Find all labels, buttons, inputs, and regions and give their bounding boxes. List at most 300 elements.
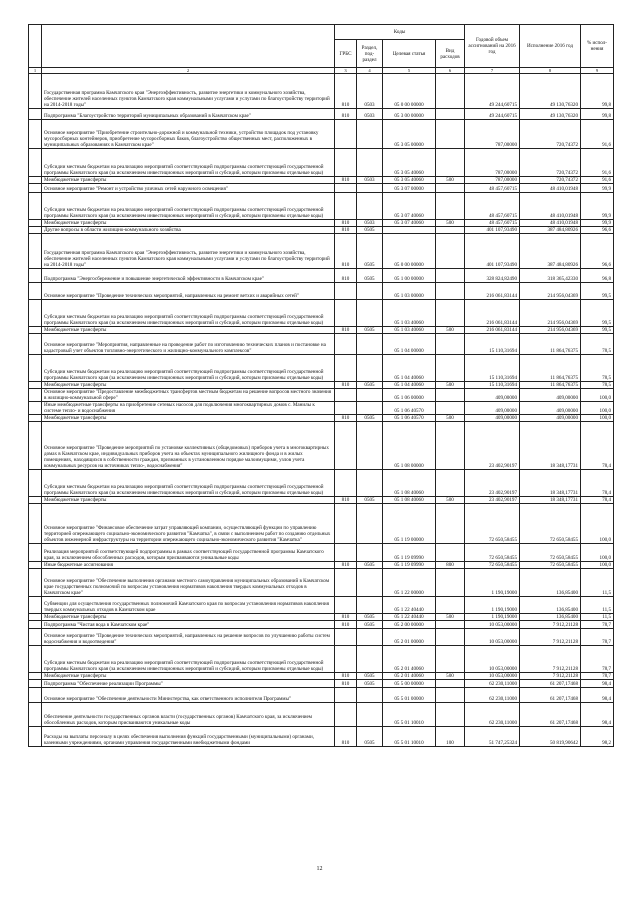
cell-executed: 72 650,58455 [520,562,581,569]
cell-percent: 99,5 [581,327,614,334]
table-row [29,422,614,470]
row-blank-cell [29,220,42,227]
row-blank-cell [29,614,42,621]
cell-name: Основное мероприятие "Проведение мероприятий по установке коллективных (общедомовых) приборов учета в многоквартирных домах в Камчатском крае, индивидуальных приборов учета на объектах муниципального жилищного фонда и в жилых помещениях, находящихся в собственности граждан, признанных в установленном порядке малоимущими, узлов учета коммунальных ресурсов на источниках тепло-, водоснабжения" [42,422,335,470]
cell-type: 500 [436,177,465,184]
row-blank-cell [29,120,42,149]
cell-target: 05 1 04 00000 [383,334,436,355]
row-blank-cell [29,504,42,544]
cell-percent: 11,5 [581,597,614,614]
table-row [29,497,614,504]
header-target: Целевая статья [383,40,436,68]
cell-name: Межбюджетные трансферты [42,673,335,680]
cell-percent: 96,6 [581,227,614,234]
cell-type: 500 [436,220,465,227]
cell-planned: 328 824,82490 [465,269,520,283]
cell-name: Иные бюджетные ассигнования [42,562,335,569]
cell-planned: 72 650,58455 [465,504,520,544]
cell-section [357,389,383,402]
table-row [29,688,614,703]
table-row [29,300,614,327]
cell-target: 05 1 19 09990 [383,544,436,562]
table-row [29,621,614,629]
cell-type [436,680,465,688]
header-blank-2 [42,25,335,68]
row-blank-cell [29,269,42,283]
budget-table [28,24,614,747]
row-blank-cell [29,727,42,747]
cell-section [357,646,383,673]
cell-section [357,334,383,355]
cell-grbs: 810 [335,109,357,120]
cell-section: 0505 [357,673,383,680]
cell-executed: 409,00000 [520,389,581,402]
cell-grbs [335,569,357,597]
cell-type: 500 [436,327,465,334]
cell-target: 05 1 03 40060 [383,327,436,334]
cell-section: 0505 [357,415,383,422]
cell-target: 05 1 19 09990 [383,562,436,569]
cell-target: 05 3 05 40060 [383,177,436,184]
cell-grbs: 810 [335,74,357,109]
row-blank-cell [29,415,42,422]
cell-section [357,597,383,614]
cell-type [436,621,465,629]
row-blank-cell [29,680,42,688]
row-blank-cell [29,597,42,614]
col-number: 6 [436,68,465,74]
table-row [29,184,614,193]
cell-name: Субсидии местным бюджетам на реализацию мероприятий соответствующей подпрограммы соответствующей государственной программы Камчатского края (за исключением инвестиционных мероприятий и субсидий, которым присвоены отдельные коды) [42,355,335,382]
table-row [29,227,614,234]
col-number: 2 [42,68,335,74]
cell-section [357,283,383,300]
cell-planned: 10 053,00000 [465,621,520,629]
cell-grbs [335,646,357,673]
cell-section: 0503 [357,220,383,227]
cell-planned: 401 107,93490 [465,234,520,269]
cell-executed: 136,85400 [520,597,581,614]
row-blank-cell [29,382,42,389]
cell-name: Межбюджетные трансферты [42,497,335,504]
cell-name: Основное мероприятие "Приобретение строительно-дорожной и коммунальной техники, устройство площадок под установку мусоросборных контейнеров, приобретение мусоросборных баков, благоустройство общественных мест, расположенных в муниципальных образованиях в Камчатском крае" [42,120,335,149]
cell-grbs: 810 [335,562,357,569]
table-row [29,703,614,727]
cell-type: 500 [436,415,465,422]
cell-section [357,355,383,382]
cell-section: 0503 [357,109,383,120]
cell-target: 05 2 01 40060 [383,673,436,680]
cell-executed: 61 207,17468 [520,680,581,688]
table-row [29,569,614,597]
cell-planned: 10 053,00000 [465,673,520,680]
cell-type: 100 [436,727,465,747]
row-blank-cell [29,621,42,629]
cell-grbs: 810 [335,497,357,504]
cell-planned: 787,00000 [465,177,520,184]
cell-target [383,227,436,234]
document-page [28,24,613,747]
cell-percent: 99,8 [581,109,614,120]
cell-grbs [335,334,357,355]
cell-grbs [335,703,357,727]
header-codes: Коды [335,25,465,40]
cell-percent: 99,5 [581,283,614,300]
cell-percent: 78,4 [581,422,614,470]
cell-percent: 78,4 [581,497,614,504]
table-row [29,109,614,120]
cell-percent: 91,6 [581,120,614,149]
cell-percent: 98,4 [581,680,614,688]
cell-target: 05 1 19 00000 [383,504,436,544]
cell-target: 05 3 00 00000 [383,109,436,120]
cell-name: Иные межбюджетные трансферты на приобретение сетевых насосов для подключения многоквартирных домов с. Манилы к системе тепло- и водоснабжения [42,402,335,415]
cell-planned: 49 244,60715 [465,74,520,109]
row-blank-cell [29,355,42,382]
cell-planned: 409,00000 [465,402,520,415]
cell-type [436,109,465,120]
table-row [29,727,614,747]
table-row [29,415,614,422]
cell-section: 0505 [357,614,383,621]
cell-planned: 62 230,11000 [465,688,520,703]
cell-percent: 98,4 [581,703,614,727]
cell-executed: 214 956,04369 [520,283,581,300]
cell-grbs [335,504,357,544]
cell-name: Подпрограмма "Обеспечение реализации Программы" [42,680,335,688]
cell-type [436,504,465,544]
cell-name: Реализация мероприятий соответствующей подпрограммы в рамках соответствующей государственной программы Камчатского края, за исключением обособленных расходов, которым присваиваются уникальные коды [42,544,335,562]
cell-executed: 7 912,21128 [520,621,581,629]
table-row [29,544,614,562]
cell-percent: 96,8 [581,269,614,283]
cell-target: 05 1 08 00000 [383,422,436,470]
cell-planned: 15 110,31694 [465,382,520,389]
row-blank-cell [29,497,42,504]
table-row [29,646,614,673]
table-row [29,504,614,544]
cell-target: 05 1 04 40060 [383,382,436,389]
cell-executed: 49 130,76320 [520,109,581,120]
table-row [29,402,614,415]
cell-percent: 99,9 [581,193,614,220]
cell-type: 800 [436,562,465,569]
cell-planned: 216 061,83144 [465,283,520,300]
cell-grbs [335,688,357,703]
cell-type [436,597,465,614]
table-row [29,269,614,283]
cell-type [436,569,465,597]
row-blank-cell [29,334,42,355]
cell-target: 05 1 03 00000 [383,283,436,300]
cell-type [436,703,465,727]
cell-percent: 99,8 [581,74,614,109]
cell-section [357,569,383,597]
cell-name: Межбюджетные трансферты [42,220,335,227]
header-executed: Исполнение 2016 год [520,25,581,68]
table-row [29,74,614,109]
cell-percent: 98,4 [581,688,614,703]
cell-type [436,470,465,497]
cell-name: Подпрограмма "Энергосбережение и повышение энергетической эффективности в Камчатском крае" [42,269,335,283]
row-blank-cell [29,300,42,327]
cell-planned: 787,00000 [465,149,520,177]
cell-target: 05 1 08 40060 [383,497,436,504]
cell-name: Государственная программа Камчатского края "Энергоэффективность, развитие энергетики и коммунального хозяйства, обеспечение жителей населенных пунктов Камчатского края коммунальными услугами и услугами по благоустройству территорий на 2014-2018 годы" [42,74,335,109]
cell-executed: 48 410,01948 [520,220,581,227]
cell-percent: 78,7 [581,646,614,673]
cell-target: 05 1 00 00000 [383,269,436,283]
cell-executed: 136,85400 [520,614,581,621]
cell-type [436,629,465,646]
cell-executed: 720,74372 [520,120,581,149]
row-blank-cell [29,688,42,703]
cell-name: Основное мероприятие "Проведение технических мероприятий, направленных на ремонт ветхих и аварийных сетей" [42,283,335,300]
cell-type [436,120,465,149]
cell-planned: 23 402,90197 [465,422,520,470]
row-blank-cell [29,193,42,220]
col-number: 3 [335,68,357,74]
table-row [29,220,614,227]
cell-executed: 7 912,21128 [520,629,581,646]
cell-planned: 10 053,00000 [465,646,520,673]
cell-grbs [335,283,357,300]
cell-section: 0505 [357,621,383,629]
cell-type: 500 [436,673,465,680]
table-row [29,177,614,184]
cell-section: 0503 [357,177,383,184]
cell-type [436,355,465,382]
cell-planned: 787,00000 [465,120,520,149]
cell-section [357,703,383,727]
cell-planned: 48 457,60715 [465,220,520,227]
cell-section: 0505 [357,562,383,569]
cell-name: Субсидии местным бюджетам на реализацию мероприятий соответствующей подпрограммы соответствующей государственной программы Камчатского края (за исключением инвестиционных мероприятий и субсидий, которым присвоены отдельные коды) [42,149,335,177]
header-planned: Годовой объем ассигнований на 2016 год [465,25,520,68]
cell-section: 0503 [357,74,383,109]
cell-executed: 387 484,80926 [520,227,581,234]
cell-section [357,422,383,470]
cell-target: 05 3 07 40060 [383,220,436,227]
cell-section [357,470,383,497]
cell-section: 0505 [357,227,383,234]
table-row [29,470,614,497]
cell-name: Межбюджетные трансферты [42,327,335,334]
cell-executed: 18 348,17731 [520,497,581,504]
cell-planned: 1 190,19000 [465,569,520,597]
cell-name: Государственная программа Камчатского края "Энергоэффективность, развитие энергетики и коммунального хозяйства, обеспечение жителей населенных пунктов Камчатского края коммунальными услугами и услугами по благоустройству территорий на 2014-2018 годы" [42,234,335,269]
cell-section [357,402,383,415]
col-number: 1 [29,68,42,74]
table-row [29,355,614,382]
table-row [29,327,614,334]
row-blank-cell [29,422,42,470]
row-blank-cell [29,283,42,300]
cell-percent: 100,0 [581,562,614,569]
cell-target: 05 2 00 00000 [383,621,436,629]
cell-executed: 214 956,04369 [520,327,581,334]
cell-name: Другие вопросы в области жилищно-коммунального хозяйства [42,227,335,234]
cell-grbs: 810 [335,177,357,184]
cell-section: 0505 [357,327,383,334]
cell-planned: 49 244,60715 [465,109,520,120]
header-section: Раздел, под-раздел [357,40,383,68]
cell-planned: 23 402,90197 [465,470,520,497]
cell-target: 05 2 01 40060 [383,646,436,673]
cell-name: Расходы на выплаты персоналу в целях обеспечения выполнения функций государственными (муниципальными) органами, казенными учреждениями, органами управления государственными внебюджетными фондами [42,727,335,747]
cell-name: Субсидии местным бюджетам на реализацию мероприятий соответствующей подпрограммы соответствующей государственной программы Камчатского края (за исключением инвестиционных мероприятий и субсидий, которым присвоены отдельные коды) [42,470,335,497]
cell-name: Субвенции для осуществления государственных полномочий Камчатского края по вопросам установления нормативов накопления твердых коммунальных отходов в Камчатском крае [42,597,335,614]
cell-type [436,234,465,269]
cell-percent: 100,0 [581,504,614,544]
cell-executed: 72 650,58455 [520,544,581,562]
cell-planned: 62 230,11000 [465,680,520,688]
cell-type [436,184,465,193]
cell-percent: 11,5 [581,569,614,597]
cell-target: 05 5 01 10010 [383,727,436,747]
cell-target: 05 1 06 40570 [383,415,436,422]
cell-grbs [335,402,357,415]
cell-executed: 318 365,42330 [520,269,581,283]
cell-grbs [335,193,357,220]
cell-target: 05 1 03 40060 [383,300,436,327]
header-type: Вид расходов [436,40,465,68]
cell-percent: 78,7 [581,629,614,646]
cell-name: Субсидии местным бюджетам на реализацию мероприятий соответствующей подпрограммы соответствующей государственной программы Камчатского края (за исключением инвестиционных мероприятий и субсидий, которым присвоены отдельные коды) [42,300,335,327]
cell-target: 05 5 01 10010 [383,703,436,727]
cell-type [436,193,465,220]
cell-target: 05 3 07 00000 [383,184,436,193]
cell-planned: 1 190,19000 [465,597,520,614]
header-percent: % испол-нения [581,25,614,68]
cell-grbs: 810 [335,269,357,283]
cell-target: 05 1 22 00000 [383,569,436,597]
cell-name: Субсидии местным бюджетам на реализацию мероприятий соответствующей подпрограммы соответствующей государственной программы Камчатского края (за исключением инвестиционных мероприятий и субсидий, которым присвоены отдельные коды) [42,646,335,673]
row-blank-cell [29,646,42,673]
cell-grbs [335,184,357,193]
cell-percent: 99,9 [581,220,614,227]
col-number: 4 [357,68,383,74]
cell-percent: 100,0 [581,389,614,402]
cell-planned: 51 747,25324 [465,727,520,747]
cell-grbs [335,544,357,562]
cell-planned: 1 190,19000 [465,614,520,621]
cell-name: Подпрограмма "Благоустройство территорий муниципальных образований в Камчатском крае" [42,109,335,120]
cell-executed: 61 207,17468 [520,688,581,703]
col-number: 5 [383,68,436,74]
table-row [29,629,614,646]
cell-grbs: 810 [335,415,357,422]
col-number: 7 [465,68,520,74]
cell-target: 05 1 04 40060 [383,355,436,382]
cell-section [357,629,383,646]
row-blank-cell [29,109,42,120]
cell-executed: 11 864,76375 [520,355,581,382]
cell-type [436,688,465,703]
cell-type: 500 [436,497,465,504]
cell-executed: 18 348,17731 [520,422,581,470]
cell-section [357,184,383,193]
cell-planned: 48 457,60715 [465,184,520,193]
cell-grbs: 810 [335,621,357,629]
cell-grbs [335,300,357,327]
cell-executed: 11 864,76375 [520,382,581,389]
cell-grbs: 810 [335,614,357,621]
cell-target: 05 0 00 00000 [383,234,436,269]
table-row [29,234,614,269]
cell-percent: 96,6 [581,234,614,269]
cell-name: Межбюджетные трансферты [42,614,335,621]
cell-percent: 78,5 [581,355,614,382]
cell-executed: 48 410,01948 [520,184,581,193]
cell-executed: 720,74372 [520,177,581,184]
cell-executed: 11 864,76375 [520,334,581,355]
cell-section: 0505 [357,497,383,504]
table-row [29,673,614,680]
row-blank-cell [29,389,42,402]
cell-executed: 48 410,01948 [520,193,581,220]
cell-grbs: 810 [335,327,357,334]
cell-target: 05 5 00 00000 [383,680,436,688]
cell-percent: 78,4 [581,470,614,497]
cell-executed: 720,74372 [520,149,581,177]
cell-planned: 10 053,00000 [465,629,520,646]
cell-planned: 401 107,93490 [465,227,520,234]
cell-section [357,149,383,177]
cell-percent: 99,9 [581,184,614,193]
cell-target: 05 5 01 00000 [383,688,436,703]
cell-name: Межбюджетные трансферты [42,382,335,389]
cell-name: Основное мероприятие "Обеспечение выполнения органами местного самоуправления муниципальных образований в Камчатском крае государственных полномочий по вопросам установления нормативов накопления твердых коммунальных отходов в Камчатском крае" [42,569,335,597]
cell-grbs: 810 [335,680,357,688]
cell-section [357,504,383,544]
cell-grbs: 810 [335,673,357,680]
cell-name: Основное мероприятие "Мероприятия, направленные на проведение работ по изготовлению технических планов и постановке на кадастровый учет объектов топливно-энергетического и жилищно-коммунального комплексов" [42,334,335,355]
cell-executed: 409,00000 [520,402,581,415]
cell-type [436,149,465,177]
cell-percent: 11,5 [581,614,614,621]
cell-section [357,300,383,327]
cell-executed: 72 650,58455 [520,504,581,544]
cell-executed: 7 912,21128 [520,673,581,680]
table-row [29,597,614,614]
cell-percent: 98,2 [581,727,614,747]
table-row [29,283,614,300]
row-blank-cell [29,327,42,334]
cell-section [357,544,383,562]
cell-grbs [335,120,357,149]
row-blank-cell [29,402,42,415]
header-grbs: ГРБС [335,40,357,68]
table-row [29,193,614,220]
cell-section: 0505 [357,680,383,688]
cell-target: 05 1 06 00000 [383,389,436,402]
row-blank-cell [29,177,42,184]
cell-type [436,283,465,300]
page-number: 12 [316,866,323,872]
cell-type [436,402,465,415]
cell-target: 05 0 00 00000 [383,74,436,109]
cell-target: 05 1 22 40440 [383,614,436,621]
cell-grbs: 810 [335,234,357,269]
cell-type [436,544,465,562]
cell-type [436,269,465,283]
cell-percent: 78,5 [581,382,614,389]
cell-section [357,120,383,149]
cell-target: 05 2 01 00000 [383,629,436,646]
cell-name: Основное мероприятие "Финансовое обеспечение затрат управляющей компании, осуществляющей функции по управлению территорией опережающего социально-экономического развития "Камчатка", в связи с выполнением работ по созданию отдельных объектов инженерной инфраструктуры на территории опережающего социально-экономического развития "Камчатка" [42,504,335,544]
cell-section [357,688,383,703]
